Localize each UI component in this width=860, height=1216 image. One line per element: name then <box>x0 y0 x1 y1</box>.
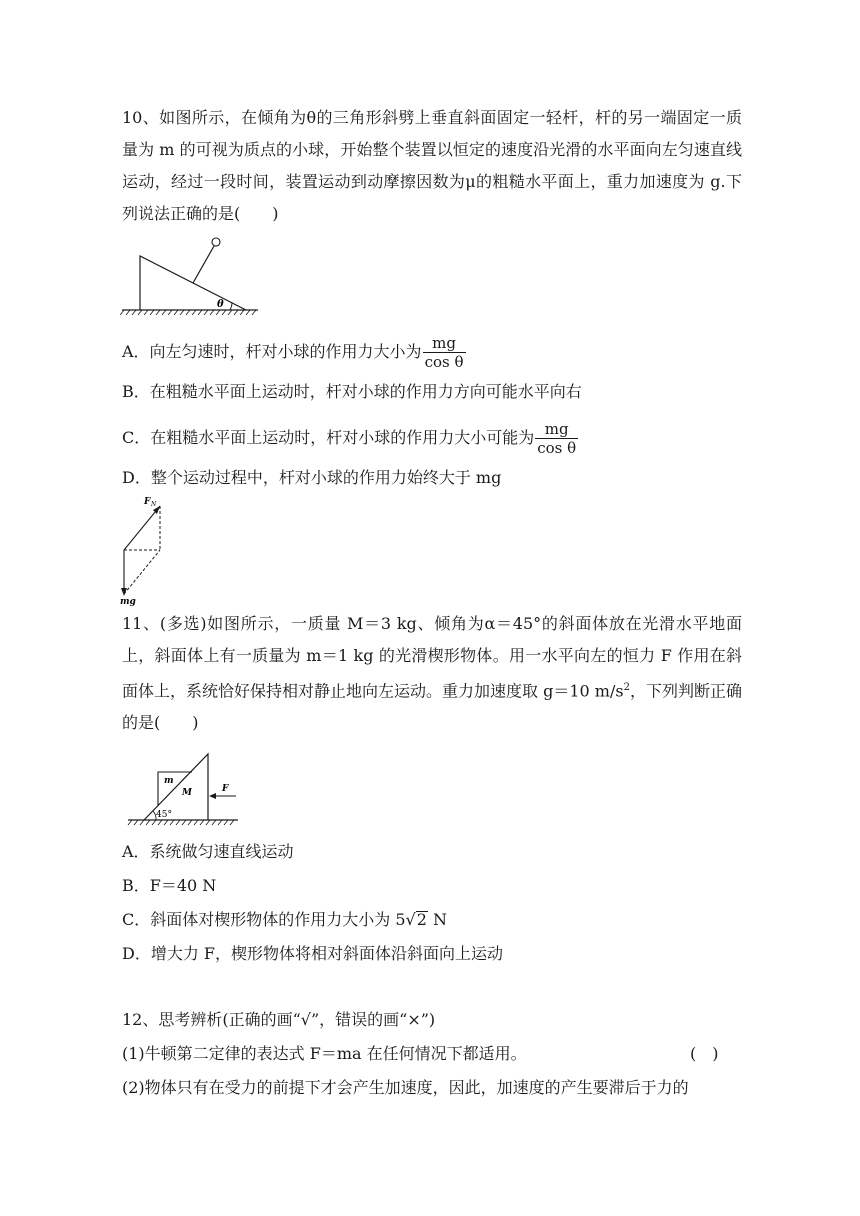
q12-title: 12、思考辨析(正确的画“√”，错误的画“×”) <box>122 1010 436 1029</box>
q11-option-d[interactable]: D．增大力 F，楔形物体将相对斜面体沿斜面向上运动 <box>122 944 504 963</box>
q11-option-a[interactable]: A．系统做匀速直线运动 <box>122 842 294 861</box>
fn-label: F <box>144 497 151 507</box>
q10-option-a-text: A．向左匀速时，杆对小球的作用力大小为 <box>122 342 422 361</box>
q10-option-c-text: C．在粗糙水平面上运动时，杆对小球的作用力大小可能为 <box>122 428 535 447</box>
sqrt-sign: √ <box>405 910 416 929</box>
m-label: m <box>164 776 174 786</box>
angle-label: 45° <box>156 810 172 820</box>
q11-wedge-figure <box>126 752 242 828</box>
q12-item-1-answer-blank[interactable]: ( ) <box>690 1044 719 1063</box>
mg-label: mg <box>120 597 136 606</box>
q11-stem: 11、(多选)如图所示，一质量 M＝3 kg、倾角为α＝45°的斜面体放在光滑水平地面上，斜面体上有一质量为 m＝1 kg 的光滑楔形物体。用一水平向左的恒力 F 作用在斜面体上，系统恰好保持相对静止地向左运动。重力加速度取 g＝10 $m/s^2$，下列判断正确的是( ) <box>122 614 742 733</box>
q10-incline-figure <box>120 236 260 316</box>
q11-option-c-radicand: 2 <box>416 910 427 929</box>
q11-option-c-text: C．斜面体对楔形物体的作用力大小为 5 <box>122 910 406 929</box>
theta-label: θ <box>217 299 224 310</box>
q12-item-2: (2)物体只有在受力的前提下才会产生加速度，因此，加速度的产生要滞后于力的 <box>122 1078 689 1097</box>
q10-option-d[interactable]: D．整个运动过程中，杆对小球的作用力始终大于 mg <box>122 468 502 487</box>
q10-stem: 10、如图所示，在倾角为θ的三角形斜劈上垂直斜面固定一轻杆，杆的另一端固定一质量为 m 的可视为质点的小球，开始整个装置以恒定的速度沿光滑的水平面向左匀速直线运动，经过一段时间，装置运动到动摩擦因数为μ的粗糙水平面上，重力加速度为 g.下列说法正确的是( ) <box>122 108 742 223</box>
q10-option-c-fraction: $\frac{mg}{\text{cos θ}}$ <box>537 420 577 457</box>
fn-sub-label: N <box>151 501 157 508</box>
q11-option-c[interactable]: C．斜面体对楔形物体的作用力大小为 5√2 N <box>122 910 447 929</box>
force-f-label: F <box>222 784 229 794</box>
q12-item-1: (1)牛顿第二定律的表达式 F＝ma 在任何情况下都适用。 <box>122 1044 527 1063</box>
q10-option-a[interactable] <box>122 334 466 371</box>
q10-option-c[interactable] <box>122 420 578 457</box>
q10-option-b[interactable]: B．在粗糙水平面上运动时，杆对小球的作用力方向可能水平向右 <box>122 382 582 401</box>
big-m-label: M <box>182 788 192 798</box>
q10-force-diagram <box>116 494 176 606</box>
q10-option-a-fraction: $\frac{mg}{\text{cos θ}}$ <box>424 334 464 371</box>
q11-option-b[interactable]: B．F＝40 N <box>122 876 217 895</box>
